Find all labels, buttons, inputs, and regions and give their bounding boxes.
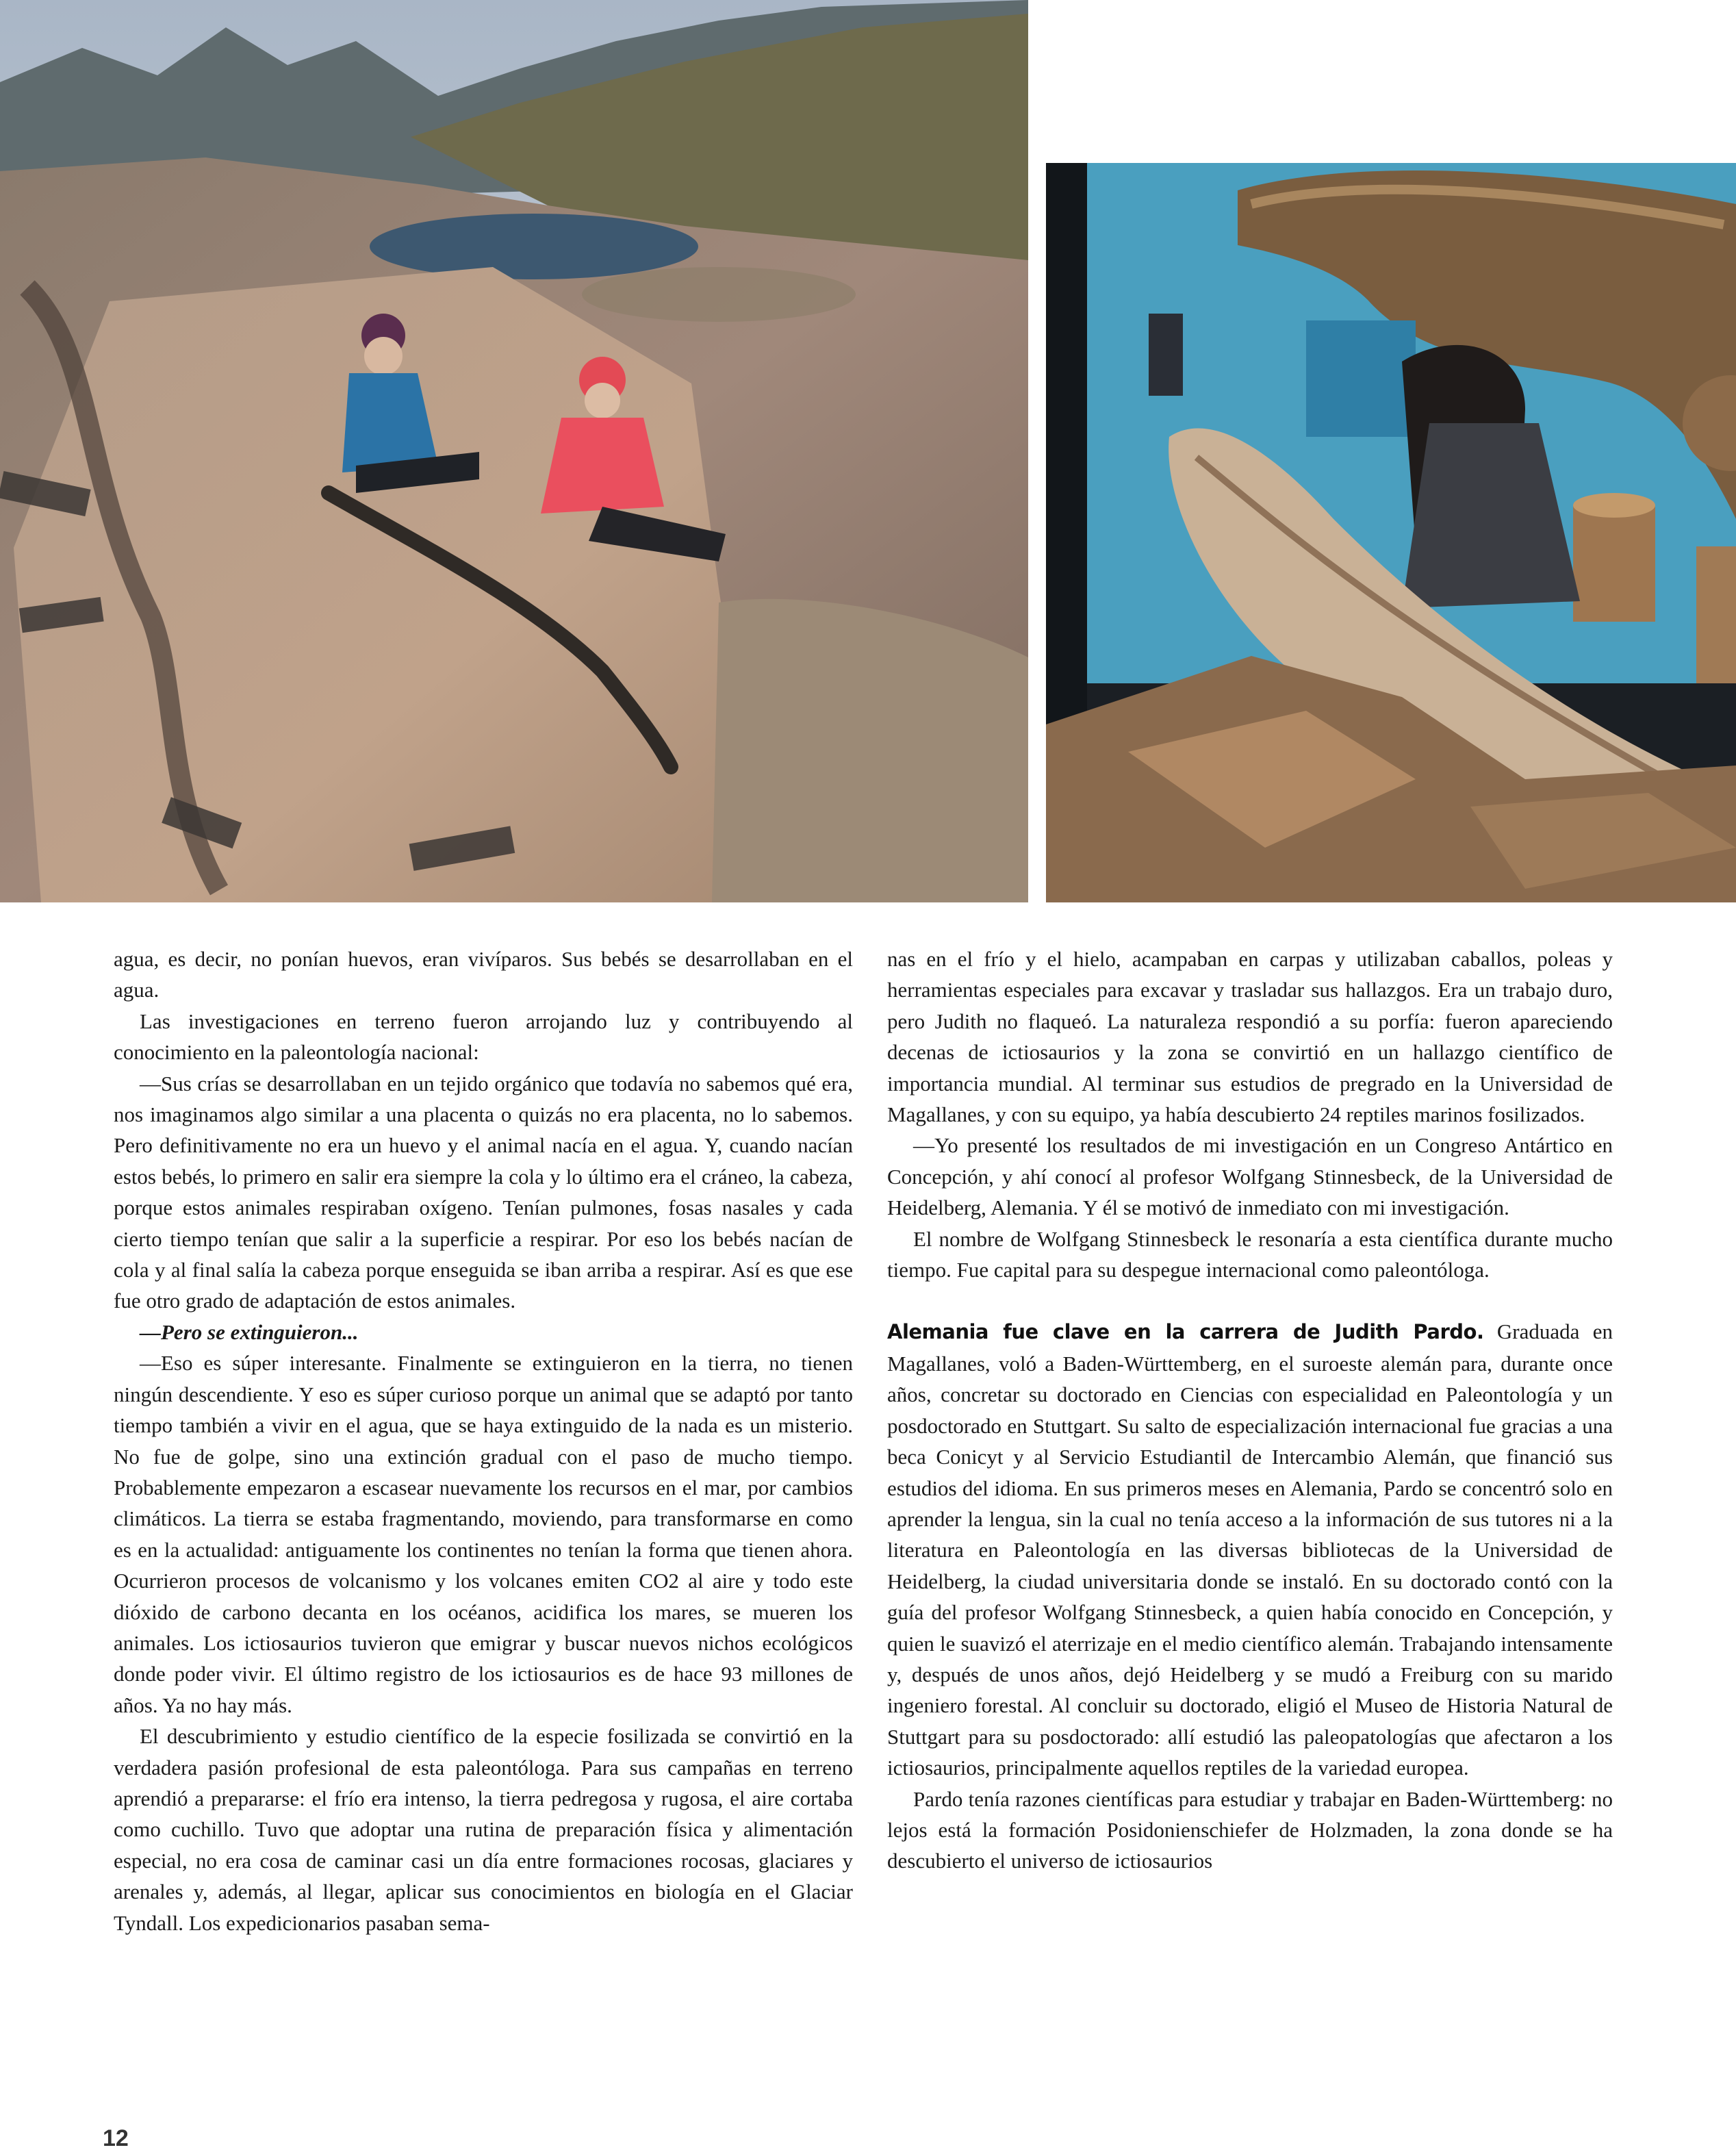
paragraph: agua, es decir, no ponían huevos, eran vivíparos. Sus bebés se desarrollaban en el agua. <box>114 947 853 1002</box>
paragraph: nas en el frío y el hielo, acampaban en carpas y utilizaban caballos, poleas y herramientas especiales para excavar y trasladar sus hallazgos. Era un trabajo duro, pero Judith no flaqueó. La naturaleza respondió a su porfía: fueron apareciendo decenas de ictiosaurios y la zona se convirtió en un hallazgo científico de importancia mundial. Al terminar sus estudios de pregrado en la Universidad de Magallanes, y con su equipo, ya había descubierto 24 reptiles marinos fosilizados. <box>887 947 1613 1127</box>
article-column-right <box>887 944 1613 1877</box>
paragraph: El nombre de Wolfgang Stinnesbeck le resonaría a esta científica durante mucho tiempo. Fue capital para su despegue internacional como paleontóloga. <box>887 1226 1613 1282</box>
page-number: 12 <box>103 2125 129 2151</box>
quote-paragraph: —Eso es súper interesante. Finalmente se extinguieron en la tierra, no tienen ningún descendiente. Y eso es súper curioso porque un animal que se adaptó por tanto tiempo también a vivir en el agua, que se haya extinguido de la nada es un misterio. No fue de golpe, sino una extinción gradual con el paso de mucho tiempo. Probablemente empezaron a escasear nuevamente los recursos en el mar, por cambios climáticos. La tierra se estaba fragmentando, moviendo, para transformarse en como es en la actualidad: antiguamente los continentes no tenían la forma que tienen ahora. Ocurrieron procesos de volcanismo y los volcanes emiten CO2 al aire y todo este dióxido de carbono decanta en los océanos, acidifica los mares, se mueren los animales. Los ictiosaurios tuvieron que emigrar y buscar nuevos nichos ecológicos donde poder vivir. El último registro de los ictiosaurios es de hace 93 millones de años. Ya no hay más. <box>114 1351 853 1717</box>
quote-paragraph: —Yo presenté los resultados de mi investigación en un Congreso Antártico en Concepción, y ahí conocí al profesor Wolfgang Stinnesbeck, de la Universidad de Heidelberg, Alemania. Y él se motivó de inmediato con mi investigación. <box>887 1133 1613 1220</box>
quote-paragraph: —Sus crías se desarrollaban en un tejido orgánico que todavía no sabemos qué era, nos imaginamos algo similar a una placenta o quizás no era placenta, no lo sabemos. Pero definitivamente no era un huevo y el animal nacía en el agua. Y, cuando nacían estos bebés, lo primero en salir era siempre la cola y lo último era el cráneo, la cabeza, porque estos animales respiraban oxígeno. Tenían pulmones, fosas nasales y cada cierto tiempo tenían que salir a la superficie a respirar. Por eso los bebés nacían de cola y al final salía la cabeza porque enseguida se iban arriba a respirar. Así es que ese fue otro grado de adaptación de estos animales. <box>114 1071 853 1313</box>
museum-photo <box>1046 163 1736 902</box>
article-column-left <box>114 944 853 1938</box>
paragraph: Las investigaciones en terreno fueron arrojando luz y contribuyendo al conocimiento en la paleontología nacional: <box>114 1009 853 1065</box>
section-paragraph <box>887 1316 1613 1783</box>
interview-question: —Pero se extinguieron... <box>140 1319 359 1344</box>
paragraph-text: Graduada en Magallanes, voló a Baden-Württemberg, en el suroeste alemán para, durante once años, concretar su doctorado en Ciencias con especialidad en Paleontología y un posdoctorado en Stuttgart. Su salto de especialización internacional fue gracias a una beca Conicyt y al Servicio Estudiantil de Intercambio Alemán, que financió sus estudios del idioma. En sus primeros meses en Alemania, Pardo se concentró solo en aprender la lengua, sin la cual no tenía acceso a la información de sus tutores ni a la literatura en Paleontología en las diversas bibliotecas de la Universidad de Heidelberg, la ciudad universitaria donde se instaló. En su doctorado contó con la guía del profesor Wolfgang Stinnesbeck, a quien había conocido en Concepción, y quien le suavizó el aterrizaje en el medio científico alemán. Trabajando intensamente y, después de unos años, dejó Heidelberg y se mudó a Freiburg con su marido ingeniero forestal. Al concluir su doctorado, eligió el Museo de Historia Natural de Stuttgart para su posdoctorado: allí estudió las paleopatologías que afectaron a los ictiosaurios, principalmente aquellos reptiles de la variedad europea. <box>887 1319 1613 1780</box>
paragraph: El descubrimiento y estudio científico de la especie fosilizada se convirtió en la verdadera pasión profesional de esta paleontóloga. Para sus campañas en terreno aprendió a prepararse: el frío era intenso, la tierra pedregosa y rugosa, el aire cortaba como cuchillo. Tuvo que adoptar una rutina de preparación física y alimentación especial, no era cosa de caminar casi un día entre formaciones rocosas, glaciares y arenales y, además, al llegar, aplicar sus conocimientos en biología en el Glaciar Tyndall. Los expedicionarios pasaban sema- <box>114 1724 853 1935</box>
section-lead: Alemania fue clave en la carrera de Judith Pardo. <box>887 1320 1484 1344</box>
paragraph: Pardo tenía razones científicas para estudiar y trabajar en Baden-Württemberg: no lejos está la formación Posidonienschiefer de Holzmaden, la zona donde se ha descubierto el universo de ictiosaurios <box>887 1786 1613 1873</box>
field-photo <box>0 0 1028 902</box>
